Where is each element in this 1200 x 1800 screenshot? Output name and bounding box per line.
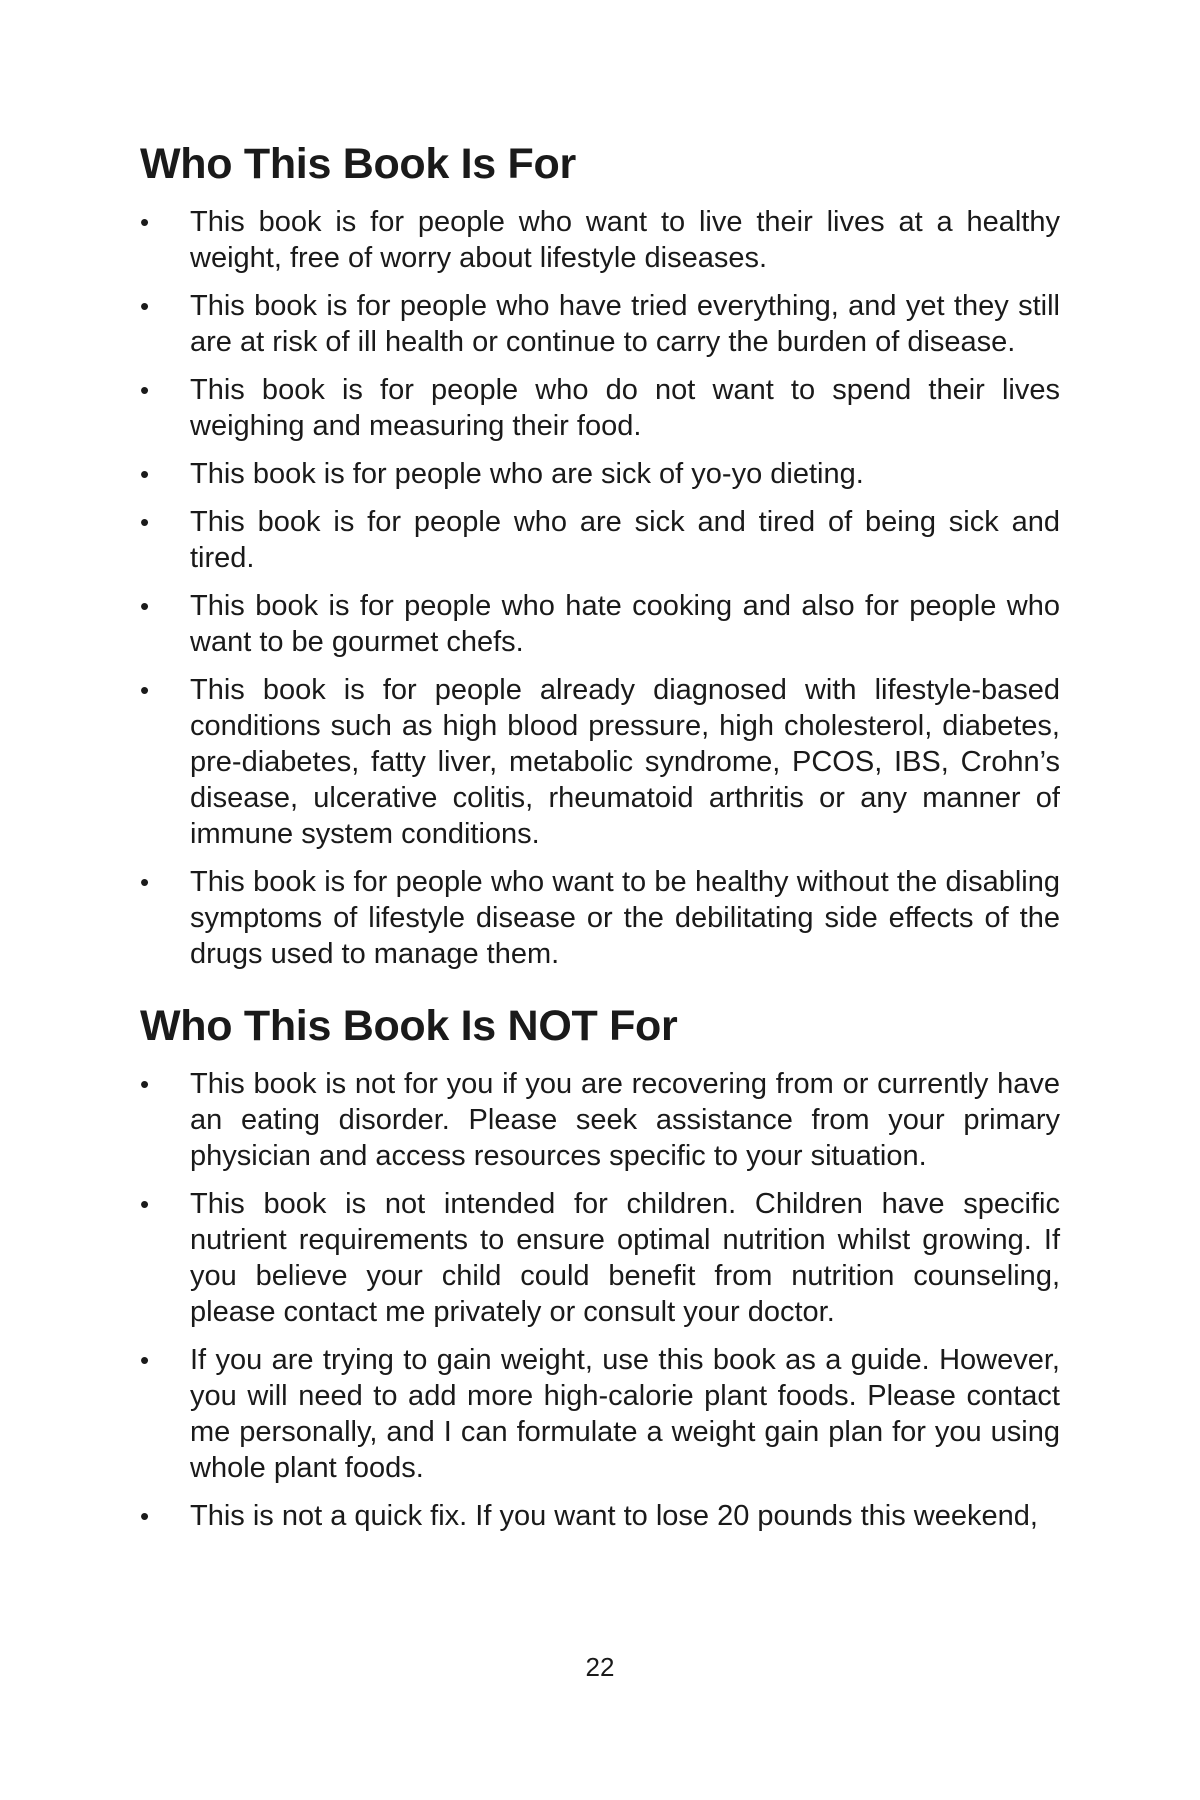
list-item-text: This book is for people who are sick of yo-yo dieting. — [190, 458, 864, 490]
list-item — [140, 588, 1060, 660]
list-item — [140, 288, 1060, 360]
page-number: 22 — [585, 1652, 615, 1682]
list-item-text: This book is not intended for children. Children have specific nutrient requirements to ensure optimal nutrition whilst growing. If you believe your child could benefit from nutrition counseling, please contact me privately or consult your doctor. — [190, 1188, 1060, 1328]
bullet-list-not-for — [140, 1066, 1060, 1534]
list-item — [140, 204, 1060, 276]
list-item — [140, 864, 1060, 972]
list-item — [140, 1066, 1060, 1174]
list-item — [140, 672, 1060, 852]
list-item — [140, 504, 1060, 576]
list-item — [140, 372, 1060, 444]
list-item-text: This book is not for you if you are recovering from or currently have an eating disorder. Please seek assistance from your primary physician and access resources specific to your situation. — [190, 1068, 1060, 1172]
list-item-text: This book is for people who hate cooking and also for people who want to be gourmet chefs. — [190, 590, 1060, 658]
bullet-icon: • — [140, 1069, 150, 1099]
bullet-icon: • — [140, 1501, 150, 1531]
list-item — [140, 1342, 1060, 1486]
bullet-icon: • — [140, 375, 150, 405]
bullet-icon: • — [140, 507, 150, 537]
list-item-text: This book is for people who have tried everything, and yet they still are at risk of ill health or continue to carry the burden of disease. — [190, 290, 1060, 358]
page-content — [140, 138, 1060, 1546]
bullet-list-for — [140, 204, 1060, 972]
list-item-text: This book is for people who do not want to spend their lives weighing and measuring their food. — [190, 374, 1060, 442]
list-item-text: This book is for people who want to be healthy without the disabling symptoms of lifestyle disease or the debilitating side effects of the drugs used to manage them. — [190, 866, 1060, 970]
section-heading-for: Who This Book Is For — [140, 140, 576, 188]
list-item — [140, 1498, 1060, 1534]
bullet-icon: • — [140, 1345, 150, 1375]
bullet-icon: • — [140, 291, 150, 321]
list-item-text: If you are trying to gain weight, use this book as a guide. However, you will need to add more high-calorie plant foods. Please contact me personally, and I can formulate a weight gain plan for you using whole plant foods. — [190, 1344, 1060, 1484]
bullet-icon: • — [140, 1189, 150, 1219]
section-heading-not-for: Who This Book Is NOT For — [140, 1002, 678, 1050]
bullet-icon: • — [140, 867, 150, 897]
list-item-text: This book is for people who are sick and tired of being sick and tired. — [190, 506, 1060, 574]
bullet-icon: • — [140, 207, 150, 237]
list-item — [140, 456, 1060, 492]
list-item — [140, 1186, 1060, 1330]
bullet-icon: • — [140, 591, 150, 621]
list-item-text: This book is for people who want to live their lives at a healthy weight, free of worry about lifestyle diseases. — [190, 206, 1060, 274]
bullet-icon: • — [140, 675, 150, 705]
list-item-text: This book is for people already diagnosed with lifestyle-based conditions such as high blood pressure, high cholesterol, diabetes, pre-diabetes, fatty liver, metabolic syndrome, PCOS, IBS, Crohn’s disease, ulcerative colitis, rheumatoid arthritis or any manner of immune system conditions. — [190, 674, 1060, 850]
list-item-text: This is not a quick fix. If you want to lose 20 pounds this weekend, — [190, 1500, 1038, 1532]
bullet-icon: • — [140, 459, 150, 489]
